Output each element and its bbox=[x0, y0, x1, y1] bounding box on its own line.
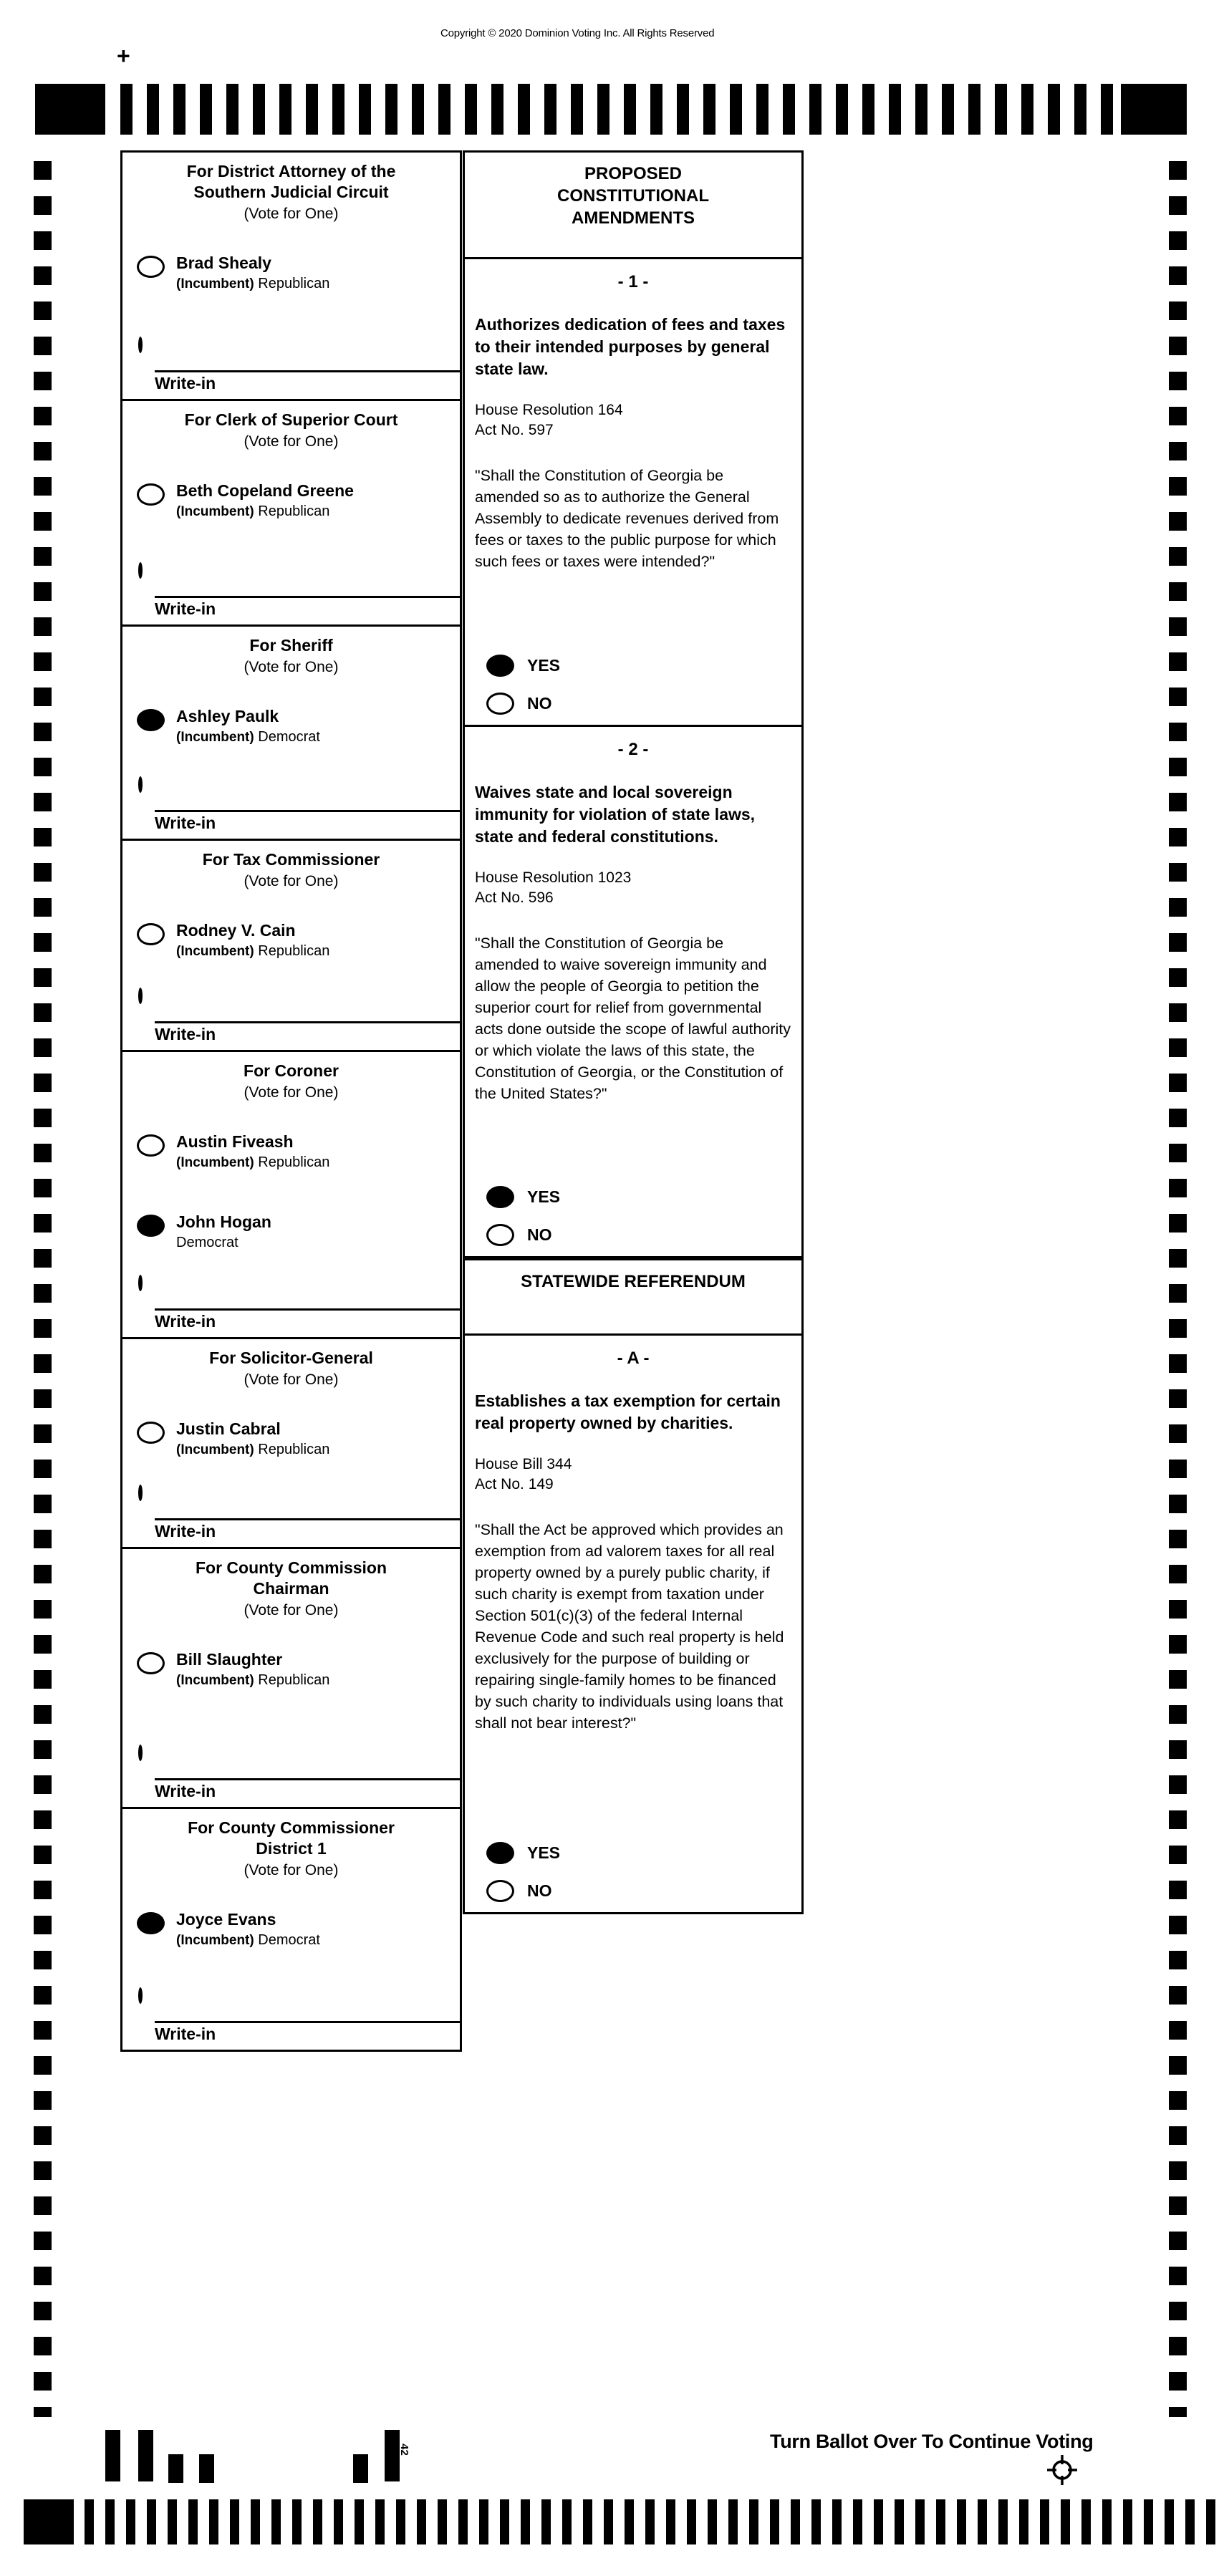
contest-title: For County Commissioner District 1 bbox=[188, 1818, 395, 1858]
write-in-oval[interactable] bbox=[138, 1987, 143, 2004]
write-in-line[interactable] bbox=[155, 1518, 460, 1520]
amendment-1 bbox=[463, 257, 804, 727]
vote-for-instruction: (Vote for One) bbox=[244, 1602, 339, 1619]
no-oval[interactable] bbox=[486, 693, 514, 715]
measure-summary: Authorizes dedication of fees and taxes to their intended purposes by general state law. bbox=[475, 315, 786, 378]
vote-oval[interactable] bbox=[137, 923, 165, 945]
candidate-row bbox=[137, 1910, 460, 1949]
registration-plus-mark: + bbox=[117, 43, 130, 69]
write-in-line[interactable] bbox=[155, 810, 460, 812]
write-in-oval[interactable] bbox=[138, 988, 143, 1004]
contest-title: For District Attorney of the Southern Judicial Circuit bbox=[186, 162, 396, 201]
vote-for-instruction: (Vote for One) bbox=[244, 1862, 339, 1878]
contest-sheriff bbox=[120, 624, 462, 841]
measure-choices bbox=[475, 639, 791, 725]
vote-oval[interactable] bbox=[137, 1652, 165, 1674]
vote-oval[interactable] bbox=[137, 1912, 165, 1934]
timing-marks-right bbox=[1169, 161, 1187, 2417]
contest-title: For Coroner bbox=[244, 1061, 339, 1080]
vote-oval[interactable] bbox=[137, 256, 165, 278]
stub-number: 42 bbox=[397, 2444, 410, 2456]
measure-choices bbox=[475, 1170, 791, 1256]
candidate-party: (Incumbent) Republican bbox=[176, 503, 330, 519]
barcode-bar bbox=[353, 2454, 368, 2483]
write-in-section bbox=[122, 564, 460, 624]
no-choice bbox=[486, 1880, 791, 1902]
write-in-line[interactable] bbox=[155, 370, 460, 372]
candidate-party: (Incumbent) Republican bbox=[176, 1442, 330, 1457]
write-in-label: Write-in bbox=[155, 1312, 216, 1331]
measure-question: "Shall the Act be approved which provides an exemption from ad valorem taxes for all real property owned by a purely public charity, if such charity is exempt from taxation under Section 501(c)(3) of the federal Internal Revenue Code and such real property is held exclusively for the purpose of building or repairing single-family homes to be financed by such charity to individuals using loans that shall not bear interest?" bbox=[475, 1521, 784, 1732]
yes-label: YES bbox=[527, 1187, 561, 1206]
referendum-a bbox=[463, 1333, 804, 1914]
barcode-bar bbox=[168, 2454, 183, 2483]
write-in-oval[interactable] bbox=[138, 1745, 143, 1761]
write-in-line[interactable] bbox=[155, 1021, 460, 1023]
timing-marks-left bbox=[34, 161, 52, 2417]
candidate-party: Democrat bbox=[176, 1235, 238, 1250]
candidate-name: Rodney V. Cain bbox=[176, 921, 296, 940]
vote-for-instruction: (Vote for One) bbox=[244, 1371, 339, 1388]
write-in-label: Write-in bbox=[155, 2025, 216, 2043]
yes-choice bbox=[486, 655, 791, 677]
contest-commissioner-district-1 bbox=[120, 1807, 462, 2052]
no-label: NO bbox=[527, 1881, 552, 1900]
timing-stripes bbox=[120, 84, 1117, 135]
candidate-row bbox=[137, 1132, 460, 1171]
contest-solicitor-general bbox=[120, 1337, 462, 1549]
vote-for-instruction: (Vote for One) bbox=[244, 206, 339, 222]
barcode-bar bbox=[138, 2430, 153, 2481]
amendments-header: PROPOSED CONSTITUTIONAL AMENDMENTS bbox=[463, 150, 804, 259]
contest-title: For Sheriff bbox=[249, 636, 333, 655]
turn-ballot-over-text: Turn Ballot Over To Continue Voting bbox=[770, 2431, 1094, 2452]
write-in-label: Write-in bbox=[155, 1782, 216, 1800]
candidate-row bbox=[137, 1212, 460, 1251]
vote-oval[interactable] bbox=[137, 1134, 165, 1157]
contests-column bbox=[120, 150, 462, 2052]
candidate-party: (Incumbent) Republican bbox=[176, 276, 330, 291]
yes-oval[interactable] bbox=[486, 1186, 514, 1208]
candidate-row bbox=[137, 1419, 460, 1458]
candidate-name: Bill Slaughter bbox=[176, 1650, 283, 1669]
candidate-name: Ashley Paulk bbox=[176, 707, 279, 725]
measure-choices bbox=[475, 1826, 791, 1912]
contest-title: For Clerk of Superior Court bbox=[184, 410, 398, 429]
candidate-name: Justin Cabral bbox=[176, 1419, 281, 1438]
timing-block-left bbox=[35, 84, 105, 135]
write-in-section bbox=[122, 339, 460, 399]
write-in-oval[interactable] bbox=[138, 1485, 143, 1501]
timing-block-right bbox=[1121, 84, 1187, 135]
candidate-name: John Hogan bbox=[176, 1212, 271, 1231]
copyright-text: Copyright © 2020 Dominion Voting Inc. All Rights Reserved bbox=[440, 27, 715, 39]
barcode-bar bbox=[105, 2430, 120, 2481]
write-in-oval[interactable] bbox=[138, 562, 143, 579]
write-in-section bbox=[122, 1277, 460, 1337]
candidate-party: (Incumbent) Democrat bbox=[176, 1932, 320, 1948]
candidate-name: Beth Copeland Greene bbox=[176, 481, 354, 500]
measure-authority: House Bill 344 Act No. 149 bbox=[475, 1456, 572, 1492]
candidate-name: Brad Shealy bbox=[176, 254, 271, 272]
no-label: NO bbox=[527, 1225, 552, 1244]
vote-oval[interactable] bbox=[137, 483, 165, 506]
write-in-section bbox=[122, 1989, 460, 2050]
vote-for-instruction: (Vote for One) bbox=[244, 433, 339, 450]
candidate-row bbox=[137, 254, 460, 292]
write-in-line[interactable] bbox=[155, 2021, 460, 2023]
no-oval[interactable] bbox=[486, 1880, 514, 1902]
contest-title: For County Commission Chairman bbox=[195, 1558, 387, 1598]
contest-coroner bbox=[120, 1050, 462, 1339]
no-label: NO bbox=[527, 694, 552, 713]
measure-number: - A - bbox=[617, 1349, 650, 1368]
registration-target-icon bbox=[1046, 2454, 1079, 2486]
vote-oval[interactable] bbox=[137, 1422, 165, 1444]
vote-for-instruction: (Vote for One) bbox=[244, 1084, 339, 1101]
barcode-bar bbox=[199, 2454, 214, 2483]
candidate-party: (Incumbent) Republican bbox=[176, 1672, 330, 1688]
no-oval[interactable] bbox=[486, 1224, 514, 1246]
write-in-line[interactable] bbox=[155, 596, 460, 598]
yes-choice bbox=[486, 1842, 791, 1864]
yes-choice bbox=[486, 1186, 791, 1208]
write-in-section bbox=[122, 1747, 460, 1807]
contest-clerk-superior-court bbox=[120, 399, 462, 627]
write-in-oval[interactable] bbox=[138, 776, 143, 793]
barcode-bar bbox=[385, 2430, 400, 2481]
write-in-label: Write-in bbox=[155, 1522, 216, 1540]
write-in-oval[interactable] bbox=[138, 1275, 143, 1291]
vote-oval[interactable] bbox=[137, 709, 165, 731]
no-choice bbox=[486, 1224, 791, 1246]
contest-title: For Tax Commissioner bbox=[202, 850, 380, 869]
write-in-label: Write-in bbox=[155, 374, 216, 392]
timing-marks-top bbox=[0, 84, 1224, 135]
candidate-party: (Incumbent) Republican bbox=[176, 1154, 330, 1170]
contest-title: For Solicitor-General bbox=[209, 1349, 373, 1367]
write-in-label: Write-in bbox=[155, 1025, 216, 1043]
measure-number: - 2 - bbox=[617, 740, 649, 759]
write-in-line[interactable] bbox=[155, 1778, 460, 1780]
vote-for-instruction: (Vote for One) bbox=[244, 659, 339, 675]
candidate-row bbox=[137, 481, 460, 520]
yes-label: YES bbox=[527, 1843, 561, 1862]
measure-number: - 1 - bbox=[617, 272, 649, 291]
contest-district-attorney bbox=[120, 150, 462, 401]
candidate-row bbox=[137, 921, 460, 960]
yes-oval[interactable] bbox=[486, 1842, 514, 1864]
timing-stripes bbox=[85, 2499, 1218, 2544]
measure-authority: House Resolution 164 Act No. 597 bbox=[475, 402, 623, 438]
candidate-name: Austin Fiveash bbox=[176, 1132, 294, 1151]
measure-authority: House Resolution 1023 Act No. 596 bbox=[475, 869, 632, 906]
write-in-section bbox=[122, 1487, 460, 1547]
write-in-section bbox=[122, 778, 460, 839]
measures-column bbox=[463, 150, 804, 1914]
candidate-row bbox=[137, 1650, 460, 1689]
timing-marks-bottom bbox=[0, 2499, 1224, 2544]
write-in-label: Write-in bbox=[155, 814, 216, 832]
amendment-2 bbox=[463, 725, 804, 1258]
measure-question: "Shall the Constitution of Georgia be amended so as to authorize the General Assembly to dedicate revenues derived from fees or taxes to the public purpose for which such fees or taxes were intended?" bbox=[475, 467, 779, 570]
measure-question: "Shall the Constitution of Georgia be amended to waive sovereign immunity and allow the people of Georgia to petition the superior court for relief from governmental acts done outside the scope of lawful authority or which violate the laws of this state, the Constitution of Georgia, or the Constitution of the United States?" bbox=[475, 935, 791, 1102]
vote-for-instruction: (Vote for One) bbox=[244, 873, 339, 889]
write-in-label: Write-in bbox=[155, 599, 216, 618]
yes-label: YES bbox=[527, 656, 561, 675]
contest-tax-commissioner bbox=[120, 839, 462, 1052]
vote-oval[interactable] bbox=[137, 1215, 165, 1237]
measure-summary: Waives state and local sovereign immunity for violation of state laws, state and federal constitutions. bbox=[475, 783, 756, 846]
timing-block-left bbox=[24, 2499, 74, 2544]
contest-commission-chairman bbox=[120, 1547, 462, 1809]
candidate-party: (Incumbent) Republican bbox=[176, 943, 330, 959]
write-in-oval[interactable] bbox=[138, 337, 143, 353]
measure-summary: Establishes a tax exemption for certain real property owned by charities. bbox=[475, 1391, 781, 1432]
referendum-header: STATEWIDE REFERENDUM bbox=[463, 1258, 804, 1336]
candidate-row bbox=[137, 707, 460, 746]
candidate-party: (Incumbent) Democrat bbox=[176, 729, 320, 745]
candidate-name: Joyce Evans bbox=[176, 1910, 276, 1929]
write-in-section bbox=[122, 990, 460, 1050]
yes-oval[interactable] bbox=[486, 655, 514, 677]
write-in-line[interactable] bbox=[155, 1308, 460, 1311]
no-choice bbox=[486, 693, 791, 715]
